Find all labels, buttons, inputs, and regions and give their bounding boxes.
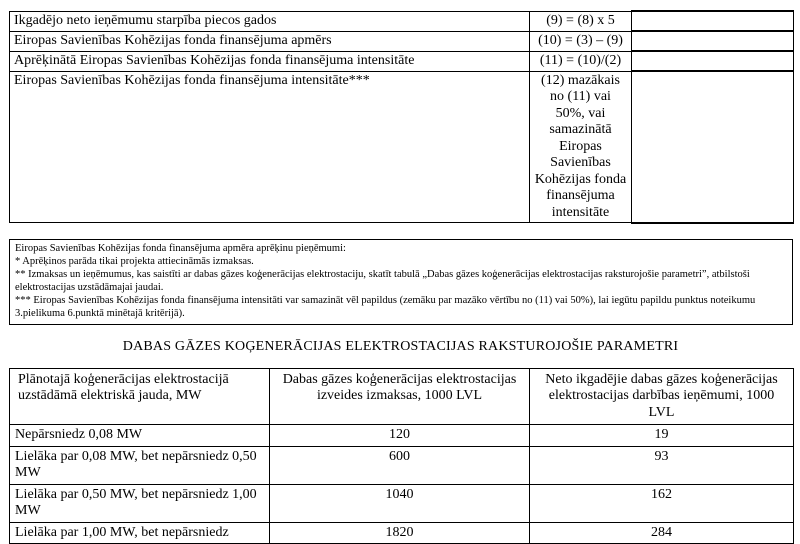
row-label: Ikgadējo neto ieņēmumu starpība piecos gados [10,11,530,31]
row-formula: (11) = (10)/(2) [530,51,632,71]
table-row [10,446,794,484]
table-row [10,425,794,447]
column-header-cost: Dabas gāzes koģenerācijas elektrostacijas izveides izmaksas, 1000 LVL [270,368,530,425]
row-label: Eiropas Savienības Kohēzijas fonda finansējuma apmērs [10,31,530,51]
income-cell: 19 [530,425,794,447]
row-value-cell [632,51,794,71]
table-row [10,484,794,522]
funding-calculation-table [9,10,794,224]
row-label: Aprēķinātā Eiropas Savienības Kohēzijas fonda finansējuma intensitāte [10,51,530,71]
row-label: Eiropas Savienības Kohēzijas fonda finansējuma intensitāte*** [10,71,530,223]
footnote-line: * Aprēķinos parāda tikai projekta attiecināmās izmaksas. [15,255,254,267]
section-heading: DABAS GĀZES KOĢENERĀCIJAS ELEKTROSTACIJAS RAKSTUROJOŠIE PARAMETRI [122,338,679,354]
table-row [10,11,794,31]
cost-cell: 600 [270,446,530,484]
row-formula: (12) mazākais no (11) vai 50%, vai samazinātā Eiropas Savienības Kohēzijas fonda finansējuma intensitāte [530,71,632,223]
table-row [10,522,794,544]
row-value-cell [632,71,794,223]
footnote-line: ** Izmaksas un ieņēmumus, kas saistīti ar dabas gāzes koģenerācijas elektrostaciju, skatīt tabulā „Dabas gāzes koģenerācijas elektrostacijas raksturojošie parametri”, atbilstoši elektrostacijas uzstādāmajai jaudai. [15,268,750,293]
cost-cell: 1040 [270,484,530,522]
row-formula: (10) = (3) – (9) [530,31,632,51]
cost-cell: 120 [270,425,530,447]
table-row [10,51,794,71]
power-range-cell: Lielāka par 1,00 MW, bet nepārsniedz [10,522,270,544]
table-row [10,31,794,51]
row-value-cell [632,31,794,51]
power-range-cell: Nepārsniedz 0,08 MW [10,425,270,447]
footnote-line: *** Eiropas Savienības Kohēzijas fonda finansējuma intensitāti var samazināt vēl papildus (zemāku par mazāko vērtību no (11) vai 50%), lai iegūtu papildu punktus noteikumu 3.pielikuma 6.punktā minētajā kritērijā). [15,294,756,319]
footnote-intro: Eiropas Savienības Kohēzijas fonda finansējuma apmēra aprēķinu pieņēmumi: [15,242,346,254]
footnotes-box [9,239,793,325]
cost-cell: 1820 [270,522,530,544]
power-range-cell: Lielāka par 0,50 MW, bet nepārsniedz 1,00 MW [10,484,270,522]
income-cell: 162 [530,484,794,522]
row-formula: (9) = (8) x 5 [530,11,632,31]
income-cell: 93 [530,446,794,484]
row-value-cell [632,11,794,31]
table-row [10,71,794,223]
power-range-cell: Lielāka par 0,08 MW, bet nepārsniedz 0,50 MW [10,446,270,484]
parameters-table [9,368,794,544]
column-header-power: Plānotajā koģenerācijas elektrostacijā uzstādāmā elektriskā jauda, MW [10,368,270,425]
column-header-income: Neto ikgadējie dabas gāzes koģenerācijas elektrostacijas darbības ieņēmumi, 1000 LVL [530,368,794,425]
income-cell: 284 [530,522,794,544]
table-header-row [10,368,794,425]
